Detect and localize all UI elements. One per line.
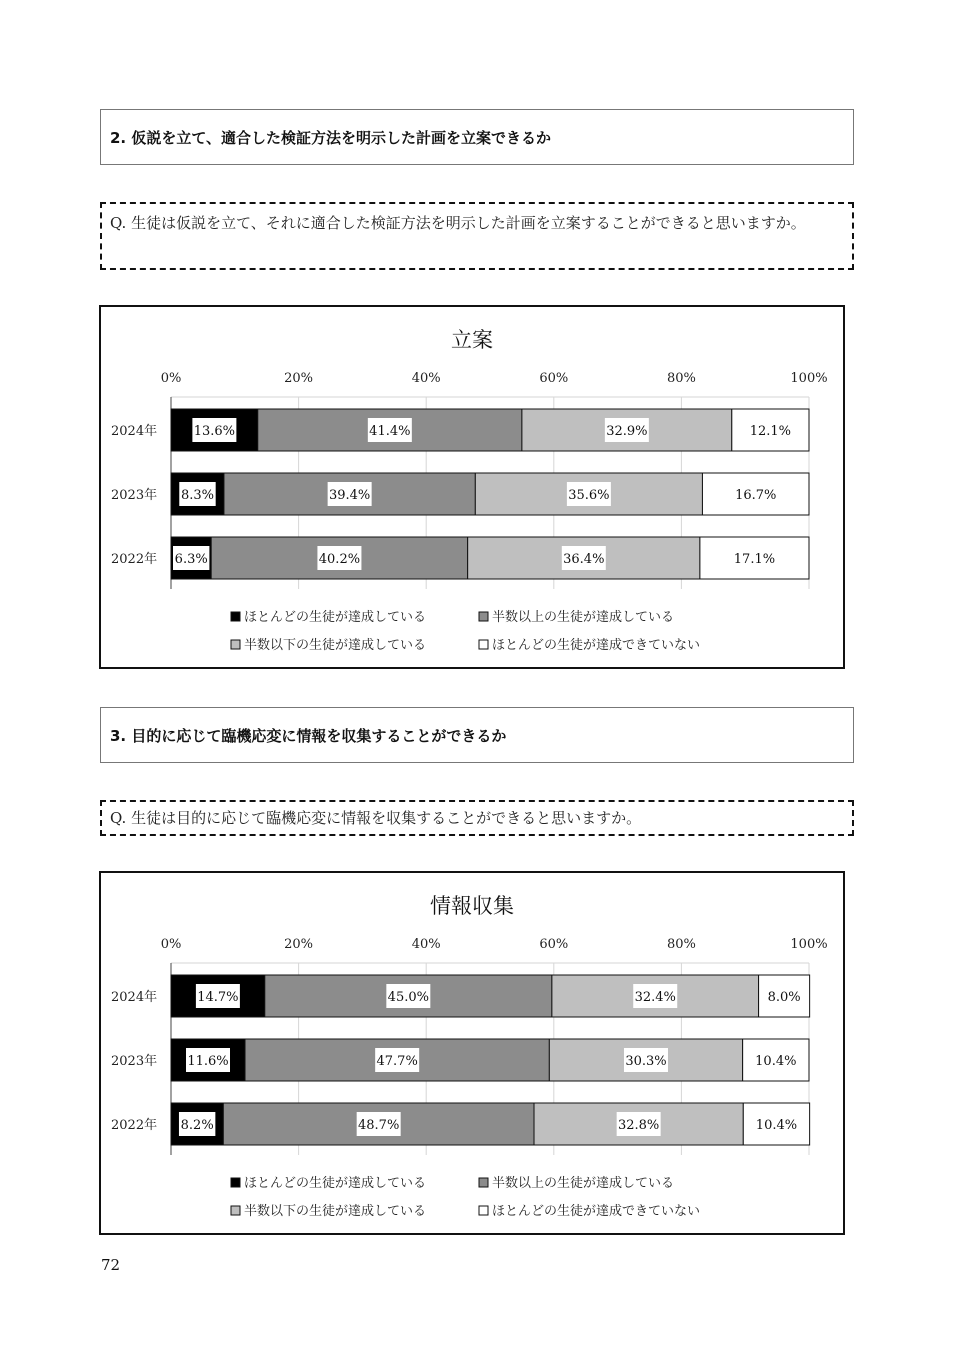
data-label: 17.1% bbox=[733, 552, 776, 567]
x-tick-label: 20% bbox=[284, 371, 314, 386]
question-box bbox=[100, 800, 854, 836]
legend-label: 半数以上の生徒が達成している bbox=[492, 610, 675, 625]
legend-label: ほとんどの生徒が達成している bbox=[244, 610, 427, 625]
question-text: Q. 生徒は目的に応じて臨機応変に情報を収集することができると思いますか。 bbox=[110, 809, 642, 827]
data-label: 48.7% bbox=[358, 1118, 400, 1133]
stacked-bar-chart bbox=[101, 307, 843, 667]
legend-label: 半数以上の生徒が達成している bbox=[492, 1176, 675, 1191]
x-tick-label: 80% bbox=[666, 371, 696, 386]
category-label: 2022年 bbox=[111, 552, 158, 567]
data-label: 40.2% bbox=[318, 552, 361, 567]
legend-swatch bbox=[231, 640, 240, 649]
legend-swatch bbox=[231, 1178, 240, 1187]
data-label: 10.4% bbox=[755, 1118, 798, 1133]
chart-frame-information bbox=[99, 871, 845, 1235]
legend-swatch bbox=[479, 1206, 488, 1215]
x-tick-label: 60% bbox=[539, 371, 569, 386]
legend-label: 半数以下の生徒が達成している bbox=[244, 638, 427, 653]
category-label: 2022年 bbox=[111, 1118, 158, 1133]
legend-swatch bbox=[479, 1178, 488, 1187]
data-label: 16.7% bbox=[735, 488, 777, 503]
x-tick-label: 40% bbox=[411, 371, 441, 386]
x-tick-label: 20% bbox=[284, 937, 314, 952]
x-tick-label: 60% bbox=[539, 937, 569, 952]
category-label: 2024年 bbox=[111, 990, 158, 1005]
page-number: 72 bbox=[101, 1256, 121, 1274]
data-label: 12.1% bbox=[749, 424, 792, 439]
x-tick-label: 40% bbox=[411, 937, 441, 952]
legend-swatch bbox=[231, 612, 240, 621]
data-label: 13.6% bbox=[193, 424, 236, 439]
stacked-bar-chart bbox=[101, 873, 843, 1233]
x-tick-label: 100% bbox=[790, 937, 828, 952]
x-tick-label: 0% bbox=[160, 371, 182, 386]
data-label: 10.4% bbox=[755, 1054, 797, 1069]
question-text: Q. 生徒は仮説を立て、それに適合した検証方法を明示した計画を立案することができると思いますか。 bbox=[110, 214, 806, 232]
data-label: 39.4% bbox=[328, 488, 371, 503]
data-label: 36.4% bbox=[563, 552, 605, 567]
legend-swatch bbox=[479, 640, 488, 649]
category-label: 2023年 bbox=[111, 488, 158, 503]
chart-title: 情報収集 bbox=[430, 894, 514, 918]
legend-label: ほとんどの生徒が達成できていない bbox=[492, 1204, 701, 1219]
section-heading-text: 2. 仮説を立て、適合した検証方法を明示した計画を立案できるか bbox=[110, 128, 552, 147]
data-label: 8.0% bbox=[767, 990, 801, 1005]
data-label: 11.6% bbox=[187, 1054, 229, 1069]
legend-label: ほとんどの生徒が達成できていない bbox=[492, 638, 701, 653]
data-label: 30.3% bbox=[625, 1054, 667, 1069]
legend-label: ほとんどの生徒が達成している bbox=[244, 1176, 427, 1191]
legend-swatch bbox=[231, 1206, 240, 1215]
data-label: 47.7% bbox=[376, 1054, 418, 1069]
data-label: 41.4% bbox=[369, 424, 411, 439]
data-label: 45.0% bbox=[387, 990, 429, 1005]
chart-frame-planning bbox=[99, 305, 845, 669]
x-tick-label: 0% bbox=[160, 937, 182, 952]
question-box bbox=[100, 202, 854, 270]
x-tick-label: 100% bbox=[790, 371, 828, 386]
section-heading bbox=[100, 707, 854, 763]
category-label: 2024年 bbox=[111, 424, 158, 439]
chart-title: 立案 bbox=[451, 328, 493, 352]
data-label: 8.2% bbox=[180, 1118, 214, 1133]
category-label: 2023年 bbox=[111, 1054, 158, 1069]
legend-label: 半数以下の生徒が達成している bbox=[244, 1204, 427, 1219]
x-tick-label: 80% bbox=[666, 937, 696, 952]
data-label: 6.3% bbox=[174, 552, 208, 567]
data-label: 14.7% bbox=[197, 990, 239, 1005]
legend-swatch bbox=[479, 612, 488, 621]
data-label: 8.3% bbox=[180, 488, 214, 503]
section-heading-text: 3. 目的に応じて臨機応変に情報を収集することができるか bbox=[110, 726, 507, 745]
data-label: 35.6% bbox=[568, 488, 610, 503]
data-label: 32.8% bbox=[617, 1118, 660, 1133]
data-label: 32.4% bbox=[634, 990, 676, 1005]
data-label: 32.9% bbox=[606, 424, 648, 439]
section-heading bbox=[100, 109, 854, 165]
